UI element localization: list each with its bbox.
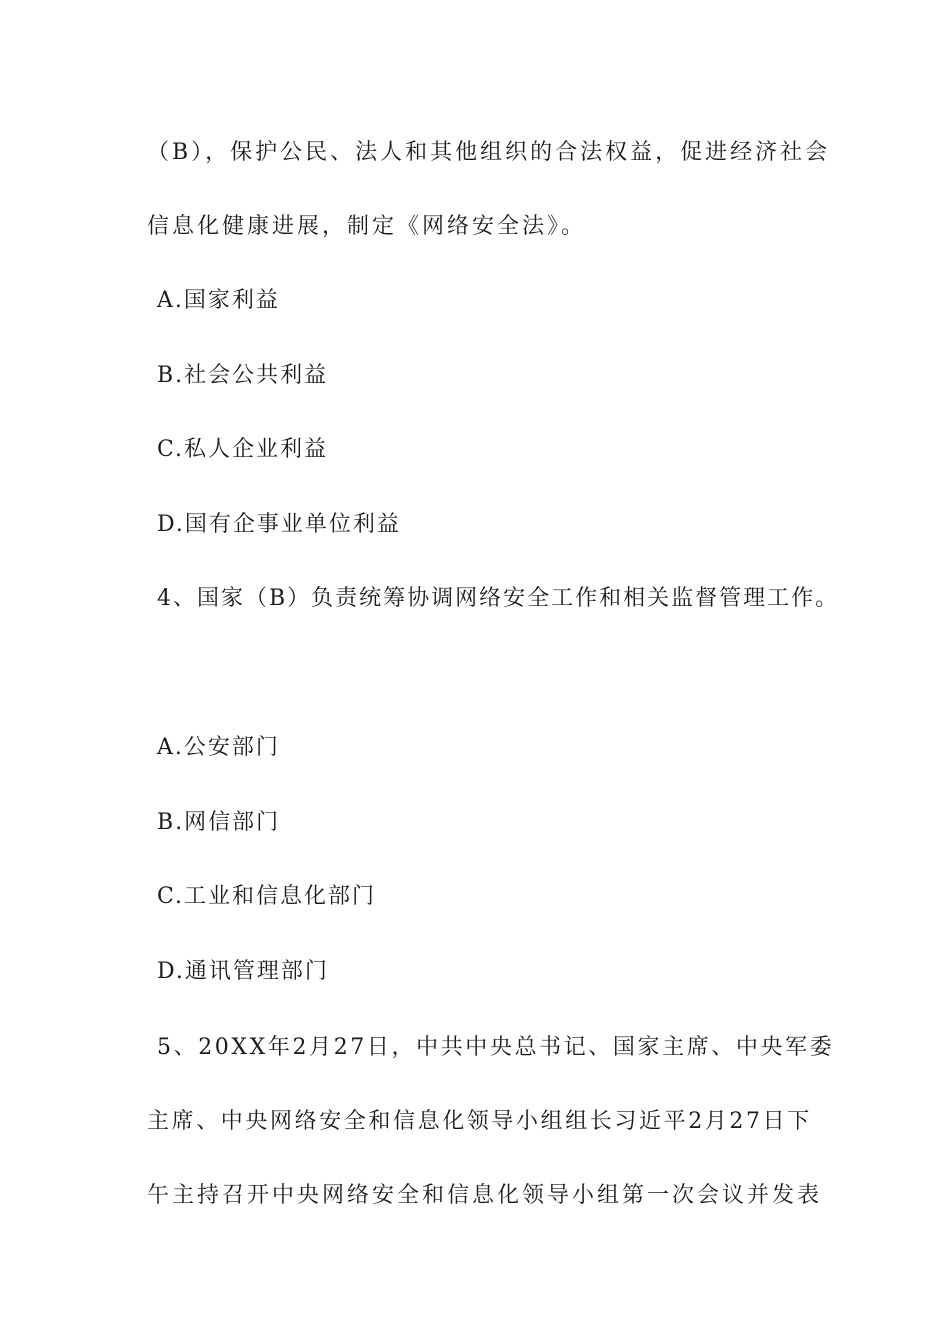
question-5-line-1: 5、20XX年2月27日，中共中央总书记、国家主席、中央军委	[157, 1035, 835, 1060]
question-3-option-d: D.国有企事业单位利益	[157, 512, 401, 537]
question-4-option-d: D.通讯管理部门	[157, 959, 329, 984]
question-4-stem: 4、国家（B）负责统筹协调网络安全工作和相关监督管理工作。	[157, 586, 840, 611]
question-3-option-c: C.私人企业利益	[157, 437, 329, 462]
question-3-line-2: 信息化健康进展，制定《网络安全法》。	[147, 214, 587, 239]
question-5-line-3: 午主持召开中央网络安全和信息化领导小组第一次会议并发表	[147, 1183, 823, 1208]
question-3-line-1: （B），保护公民、法人和其他组织的合法权益，促进经济社会	[147, 140, 831, 165]
question-3-option-a: A.国家利益	[157, 288, 280, 313]
question-4-option-a: A.公安部门	[157, 735, 280, 760]
question-4-option-c: C.工业和信息化部门	[157, 884, 377, 909]
question-5-line-2: 主席、中央网络安全和信息化领导小组组长习近平2月27日下	[147, 1109, 812, 1134]
question-3-option-b: B.社会公共利益	[157, 363, 329, 388]
question-4-option-b: B.网信部门	[157, 810, 281, 835]
